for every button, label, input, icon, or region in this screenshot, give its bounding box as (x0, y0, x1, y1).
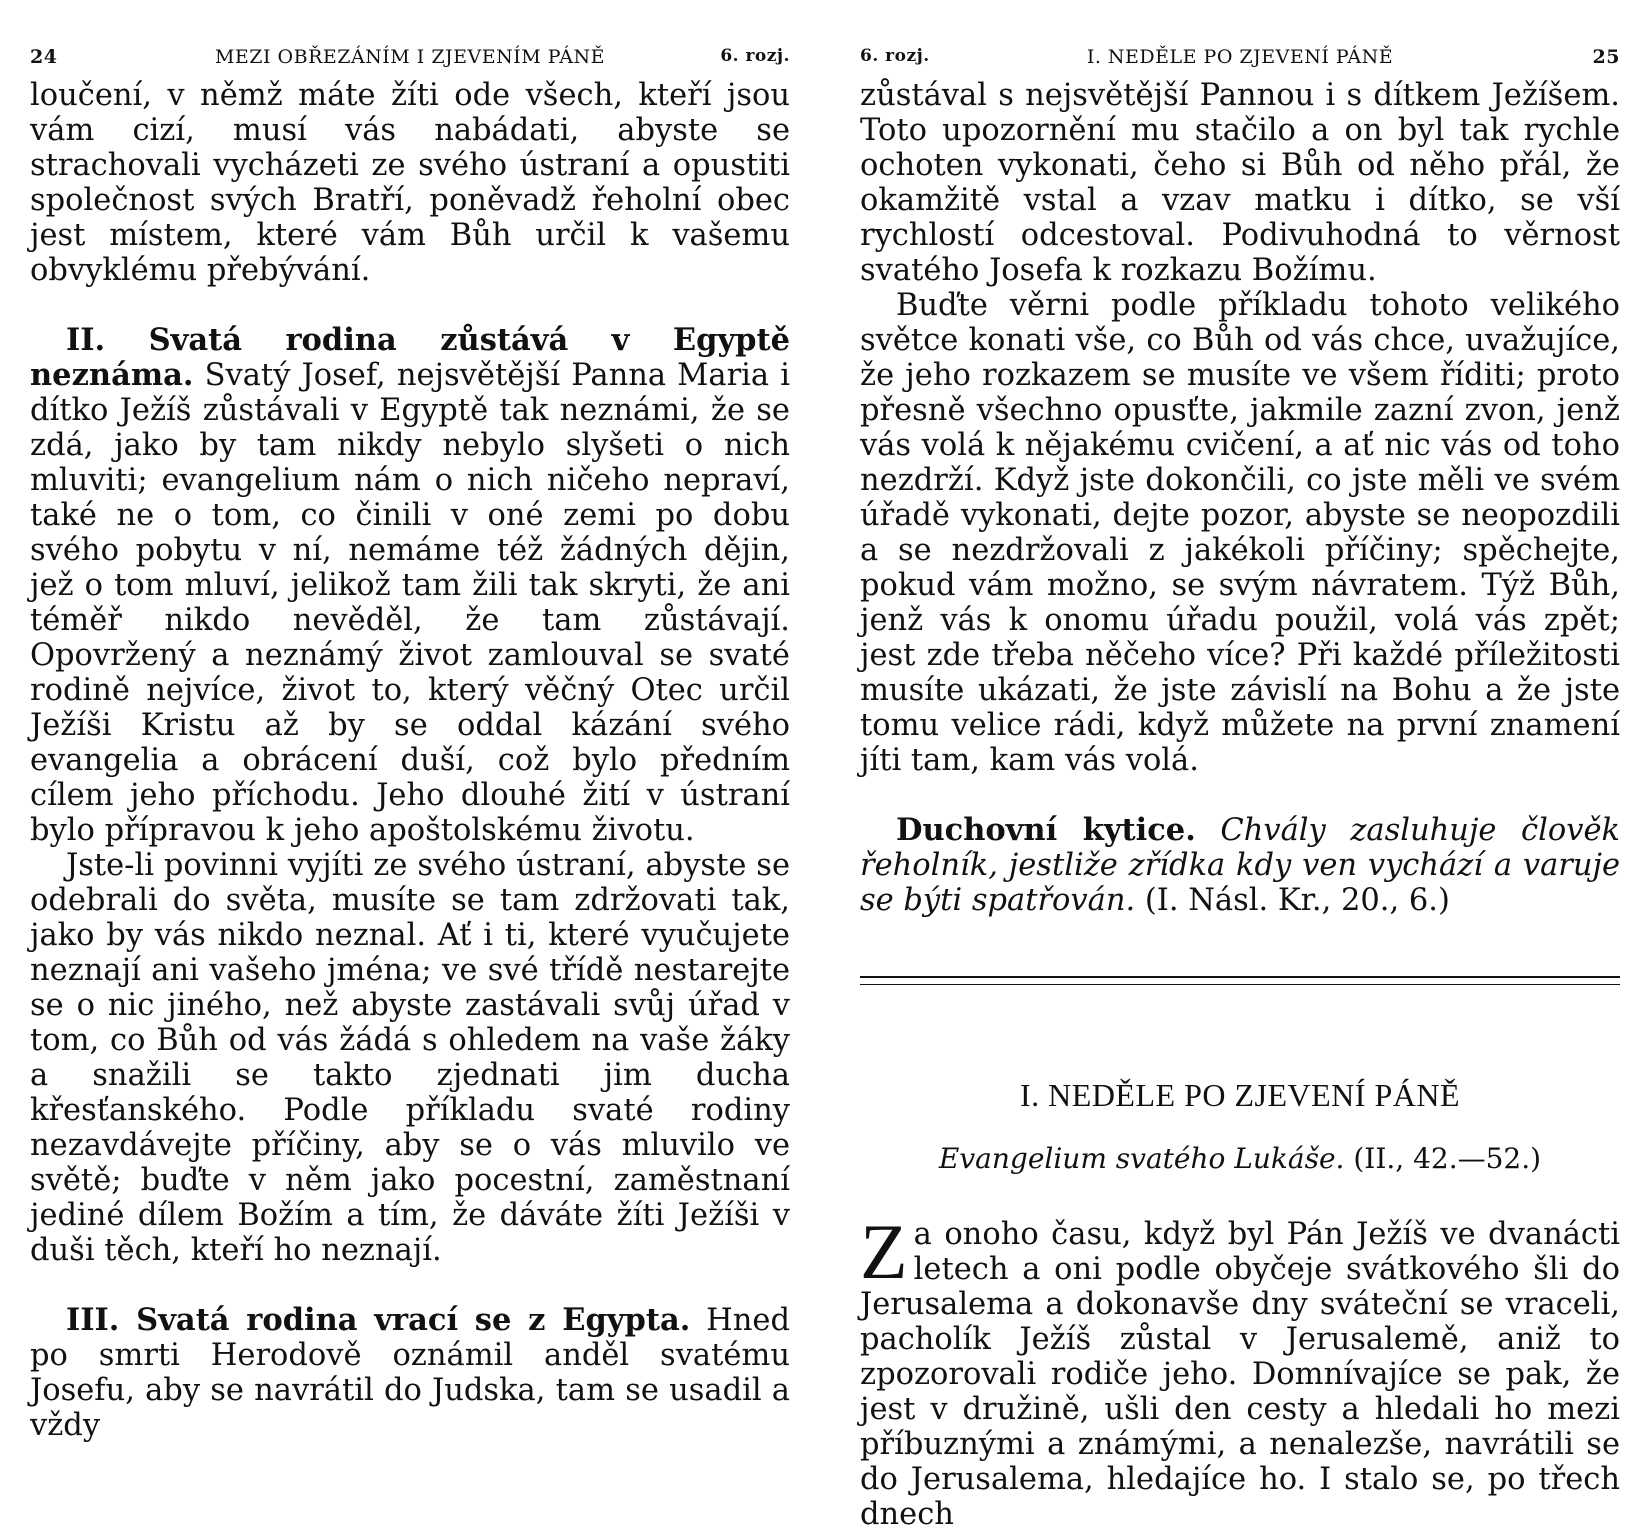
heading-iii: III. Svatá rodina vrací se z Egypta. (66, 1302, 691, 1338)
left-paragraph-3: Jste-li povinni vyjíti ze svého ústraní, abyste se odebrali do světa, musíte se tam zdržovati tak, jako by vás nikdo neznal. Ať i ti, které vyučujete neznají ani vašeho jména; ve své třídě nestarejte se o nic jiného, než abyste zastávali svůj úřad v tom, co Bůh od vás žádá s ohledem na vaše žáky a snažili se takto zjednati jim ducha křesťanského. Podle příkladu svaté rodiny nezavdávejte příčiny, aby se o vás mluvilo ve světě; buďte v něm jako pocestní, zaměstnaní jediné dílem Božím a tím, že dáváte žíti Ježíši v duši těch, kteří ho neznají. (30, 848, 790, 1268)
right-page (860, 38, 1620, 1532)
section-title: I. NEDĚLE PO ZJEVENÍ PÁNĚ (1020, 1077, 1460, 1113)
left-running-title: MEZI OBŘEZÁNÍM I ZJEVENÍM PÁNĚ (214, 46, 606, 68)
gospel-text-block (860, 1208, 1620, 1532)
drop-cap: Z (860, 1208, 908, 1295)
section-divider (860, 976, 1620, 985)
gospel-ref: (II., 42.—52.) (1353, 1142, 1542, 1175)
bouquet-label: Duchovní kytice. (896, 812, 1196, 848)
left-page-number: 24 (30, 46, 58, 68)
bouquet-ref: (I. Násl. Kr., 20., 6.) (1144, 883, 1450, 918)
left-body (30, 78, 790, 1443)
left-paragraph-2-text: Svatý Josef, nejsvětější Panna Maria i dítko Ježíš zůstávali v Egyptě tak neznámi, že se zdá, jako by tam nikdy nebylo slyšeti o nich mluviti; evangelium nám o nich ničeho nepraví, také ne o tom, co činili v oné zemi po dobu svého pobytu v ní, nemáme též žádných dějin, jež o tom mluví, jelikož tam žili tak skryti, že ani téměř nikdo nevěděl, že tam zůstávají. Opovržený a neznámý život zamlouval se svaté rodině nejvíce, život to, který věčný Otec určil Ježíši Kristu až by se oddal kázání svého evangelia a obrácení duší, což bylo předním cílem jeho příchodu. Jeho dlouhé žití v ústraní bylo přípravou k jeho apoštolskému životu. (30, 358, 790, 848)
left-paragraph-4-text: Hned po smrti Herodově oznámil anděl svatému Josefu, aby se navrátil do Judska, tam se usadil a vždy (30, 1303, 790, 1443)
gospel-source: Evangelium svatého Lukáše. (938, 1142, 1345, 1175)
right-paragraph-1: zůstával s nejsvětější Pannou i s dítkem Ježíšem. Toto upozornění mu stačilo a on byl tak rychle ochoten vykonati, čeho si Bůh od něho přál, že okamžitě vstal a vzav matku i dítko, se vší rychlostí odcestoval. Podivuhodná to věrnost svatého Josefa k rozkazu Božímu. (860, 78, 1620, 288)
gospel-source-line (860, 1142, 1620, 1175)
left-paragraph-1: loučení, v němž máte žíti ode všech, kteří jsou vám cizí, musí vás nabádati, abyste se strachovali vycházeti ze svého ústraní a opustiti společnost svých Bratří, poněvadž řeholní obec jest místem, které vám Bůh určil k vašemu obvyklému přebývání. (30, 78, 790, 288)
left-paragraph-4 (30, 1303, 790, 1443)
spiritual-bouquet (860, 813, 1620, 918)
right-body (860, 78, 1620, 918)
right-paragraph-2: Buďte věrni podle příkladu tohoto velikého světce konati vše, co Bůh od vás chce, uvažujíce, že jeho rozkazem se musíte ve všem říditi; proto přesně všechno opusťte, jakmile zazní zvon, jenž vás volá k nějakému cvičení, a ať nic vás od toho nezdrží. Když jste dokončili, co jste měli ve svém úřadě vykonati, dejte pozor, abyste se neopozdili a se nezdržovali z jakékoli příčiny; spěchejte, pokud vám možno, se svým návratem. Týž Bůh, jenž vás k onomu úřadu použil, volá vás zpět; jest zde třeba něčeho více? Při každé příležitosti musíte ukázati, že jste závislí na Bohu a že jste tomu velice rádi, když můžete na první znamení jíti tam, kam vás volá. (860, 288, 1620, 778)
right-section-mark: 6. rozj. (860, 46, 930, 66)
gospel-paragraph (860, 1208, 1620, 1532)
heading-ii: II. Svatá rodina zůstává v Egyptě neznáma. (30, 322, 790, 393)
right-running-head (860, 38, 1620, 78)
right-page-number: 25 (1592, 46, 1620, 68)
gospel-text: a onoho času, když byl Pán Ježíš ve dvanácti letech a oni podle obyčeje svátkového šli do Jerusalema a dokonavše dny sváteční se vraceli, pacholík Ježíš zůstal v Jerusalemě, aniž to zpozorovali rodiče jeho. Domnívajíce se pak, že jest v družině, ušli den cesty a hledali ho mezi příbuznými a známými, a nenalezše, navrátili se do Jerusalema, hledajíce ho. I stalo se, po třech dnech (860, 1217, 1620, 1532)
left-running-head (30, 38, 790, 78)
left-section-mark: 6. rozj. (720, 46, 790, 66)
left-paragraph-2 (30, 323, 790, 848)
left-page (30, 38, 790, 1443)
right-running-title: I. NEDĚLE PO ZJEVENÍ PÁNĚ (1086, 46, 1394, 68)
bouquet-quote: Chvály zasluhuje člověk řeholník, jestliže zřídka kdy ven vychází a varuje se býti spatřován. (860, 813, 1620, 918)
